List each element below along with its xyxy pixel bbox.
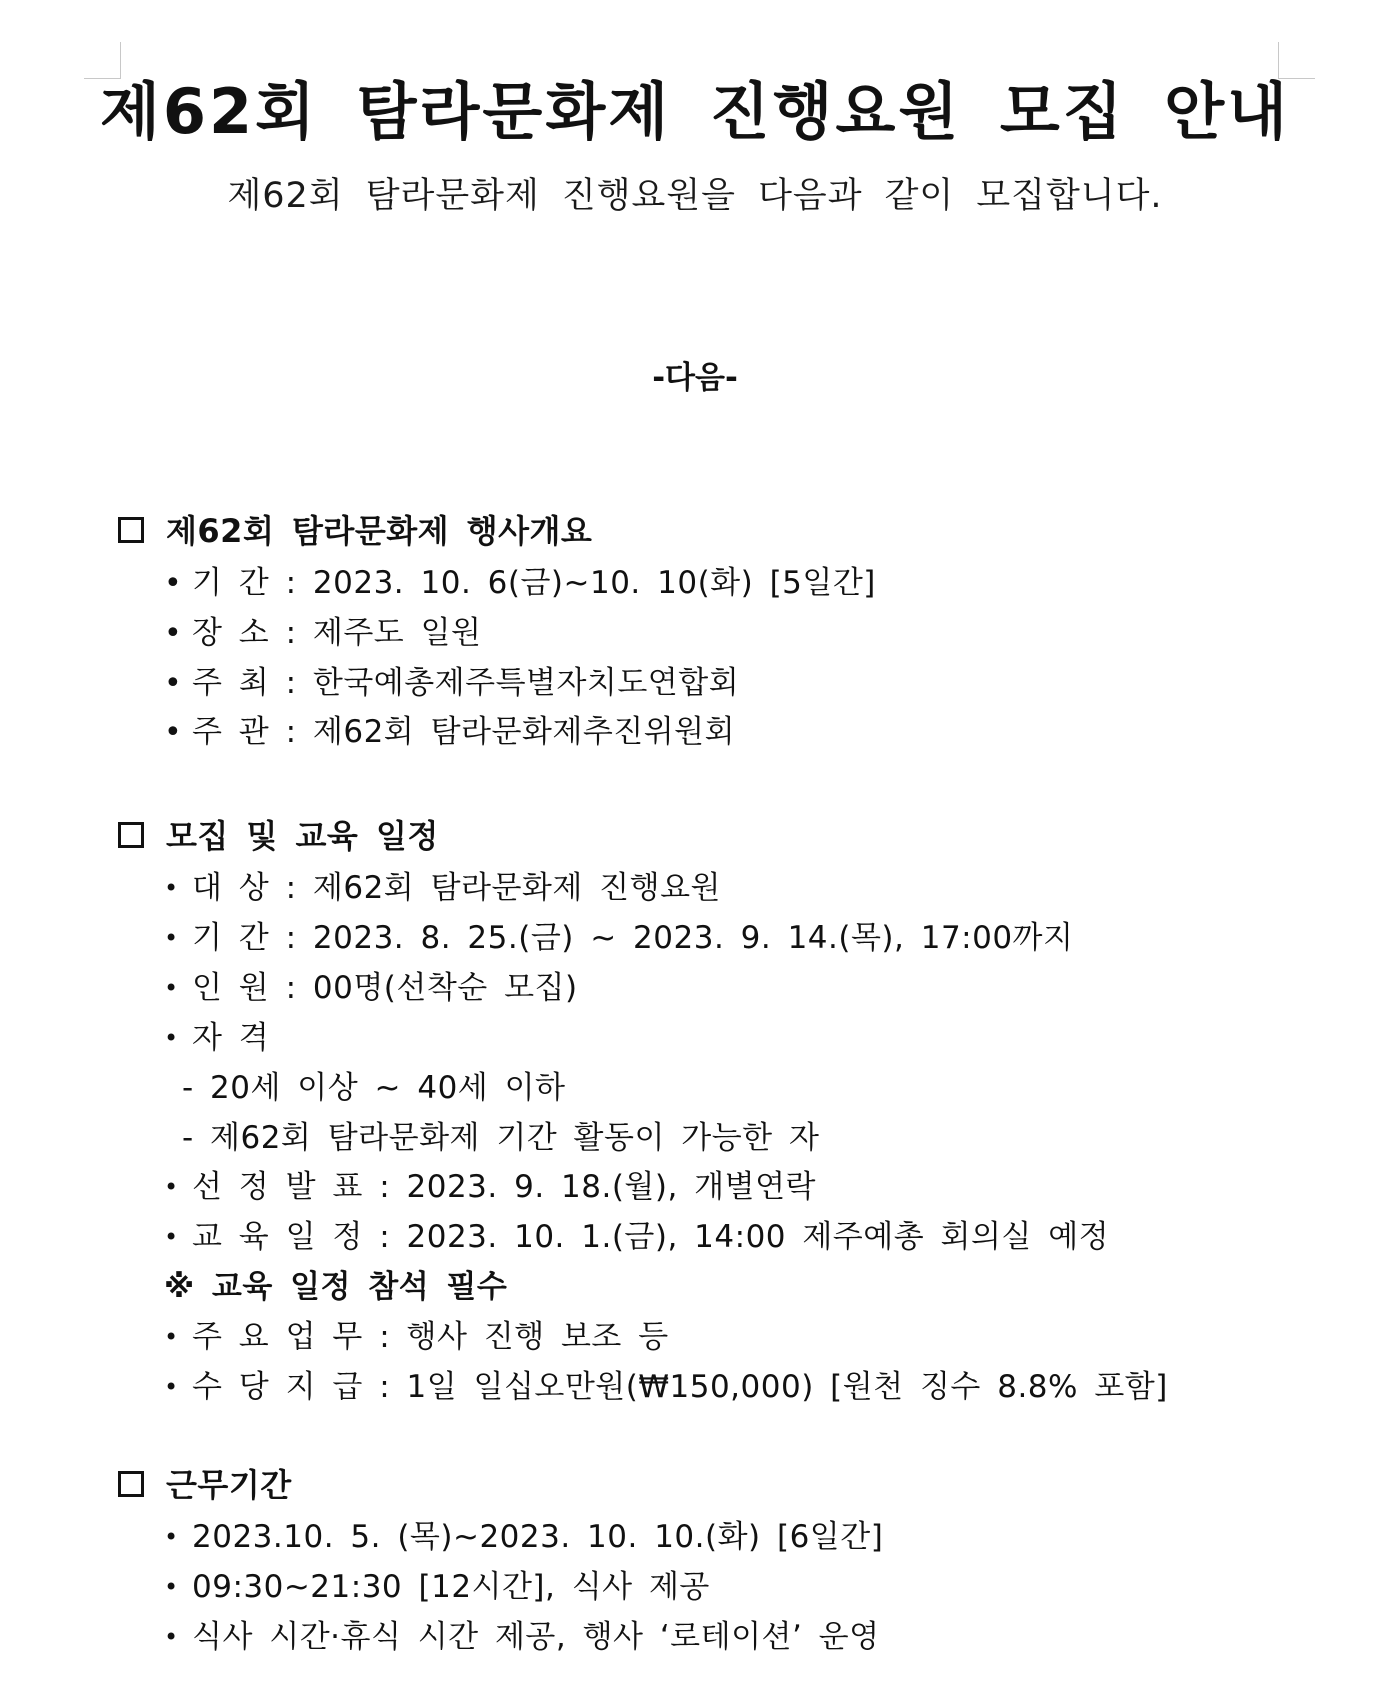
checkbox-square-icon [118, 517, 144, 543]
list-item: • 2023.10. 5. (목)~2023. 10. 10.(화) [6일간] [164, 1519, 884, 1555]
document-subtitle: 제62회 탐라문화제 진행요원을 다음과 같이 모집합니다. [227, 176, 1163, 216]
bullet-icon: • [164, 974, 179, 1002]
list-item: • 기 간 : 2023. 10. 6(금)~10. 10(화) [5일간] [164, 565, 876, 601]
next-label: -다음- [652, 360, 738, 396]
list-item: • 식사 시간·휴식 시간 제공, 행사 ‘로테이션’ 운영 [164, 1619, 880, 1655]
list-item: • 주 요 업 무 : 행사 진행 보조 등 [164, 1319, 669, 1355]
bullet-icon: • [164, 924, 179, 952]
bullet-icon: • [164, 566, 183, 601]
list-item: • 선 정 발 표 : 2023. 9. 18.(월), 개별연락 [164, 1169, 816, 1205]
list-item: • 대 상 : 제62회 탐라문화제 진행요원 [164, 870, 721, 906]
bullet-icon: • [164, 1373, 179, 1401]
list-item: • 인 원 : 00명(선착순 모집) [164, 970, 578, 1006]
list-item: • 수 당 지 급 : 1일 일십오만원(₩150,000) [원천 징수 8.8% 포함] [164, 1369, 1168, 1405]
list-item: • 기 간 : 2023. 8. 25.(금) ~ 2023. 9. 14.(목), 17:00까지 [164, 920, 1074, 956]
bullet-icon: • [164, 1523, 179, 1551]
bullet-icon: • [164, 1623, 179, 1651]
checkbox-square-icon [118, 822, 144, 848]
bullet-icon: • [164, 1573, 179, 1601]
section-heading-work-period: 근무기간 [118, 1460, 292, 1506]
list-item: • 교 육 일 정 : 2023. 10. 1.(금), 14:00 제주예총 회의실 예정 [164, 1219, 1110, 1255]
bullet-icon: • [164, 1223, 179, 1251]
bullet-icon: • [164, 715, 183, 750]
document-title: 제62회 탐라문화제 진행요원 모집 안내 [100, 75, 1290, 148]
sub-list-item: - 제62회 탐라문화제 기간 활동이 가능한 자 [182, 1120, 820, 1156]
bullet-icon: • [164, 1323, 179, 1351]
checkbox-square-icon [118, 1471, 144, 1497]
training-note: ※ 교육 일정 참석 필수 [164, 1269, 508, 1305]
list-item: • 주 관 : 제62회 탐라문화제추진위원회 [164, 714, 736, 750]
section-heading-recruitment: 모집 및 교육 일정 [118, 811, 439, 857]
bullet-icon: • [164, 874, 179, 902]
list-item: • 자 격 [164, 1020, 270, 1056]
sub-list-item: - 20세 이상 ~ 40세 이하 [182, 1070, 566, 1106]
bullet-icon: • [164, 666, 183, 701]
section-heading-overview: 제62회 탐라문화제 행사개요 [118, 506, 592, 552]
list-item: • 장 소 : 제주도 일원 [164, 615, 482, 651]
bullet-icon: • [164, 1173, 179, 1201]
list-item: • 주 최 : 한국예총제주특별자치도연합회 [164, 665, 740, 701]
bullet-icon: • [164, 1024, 179, 1052]
bullet-icon: • [164, 616, 183, 651]
list-item: • 09:30~21:30 [12시간], 식사 제공 [164, 1569, 710, 1605]
